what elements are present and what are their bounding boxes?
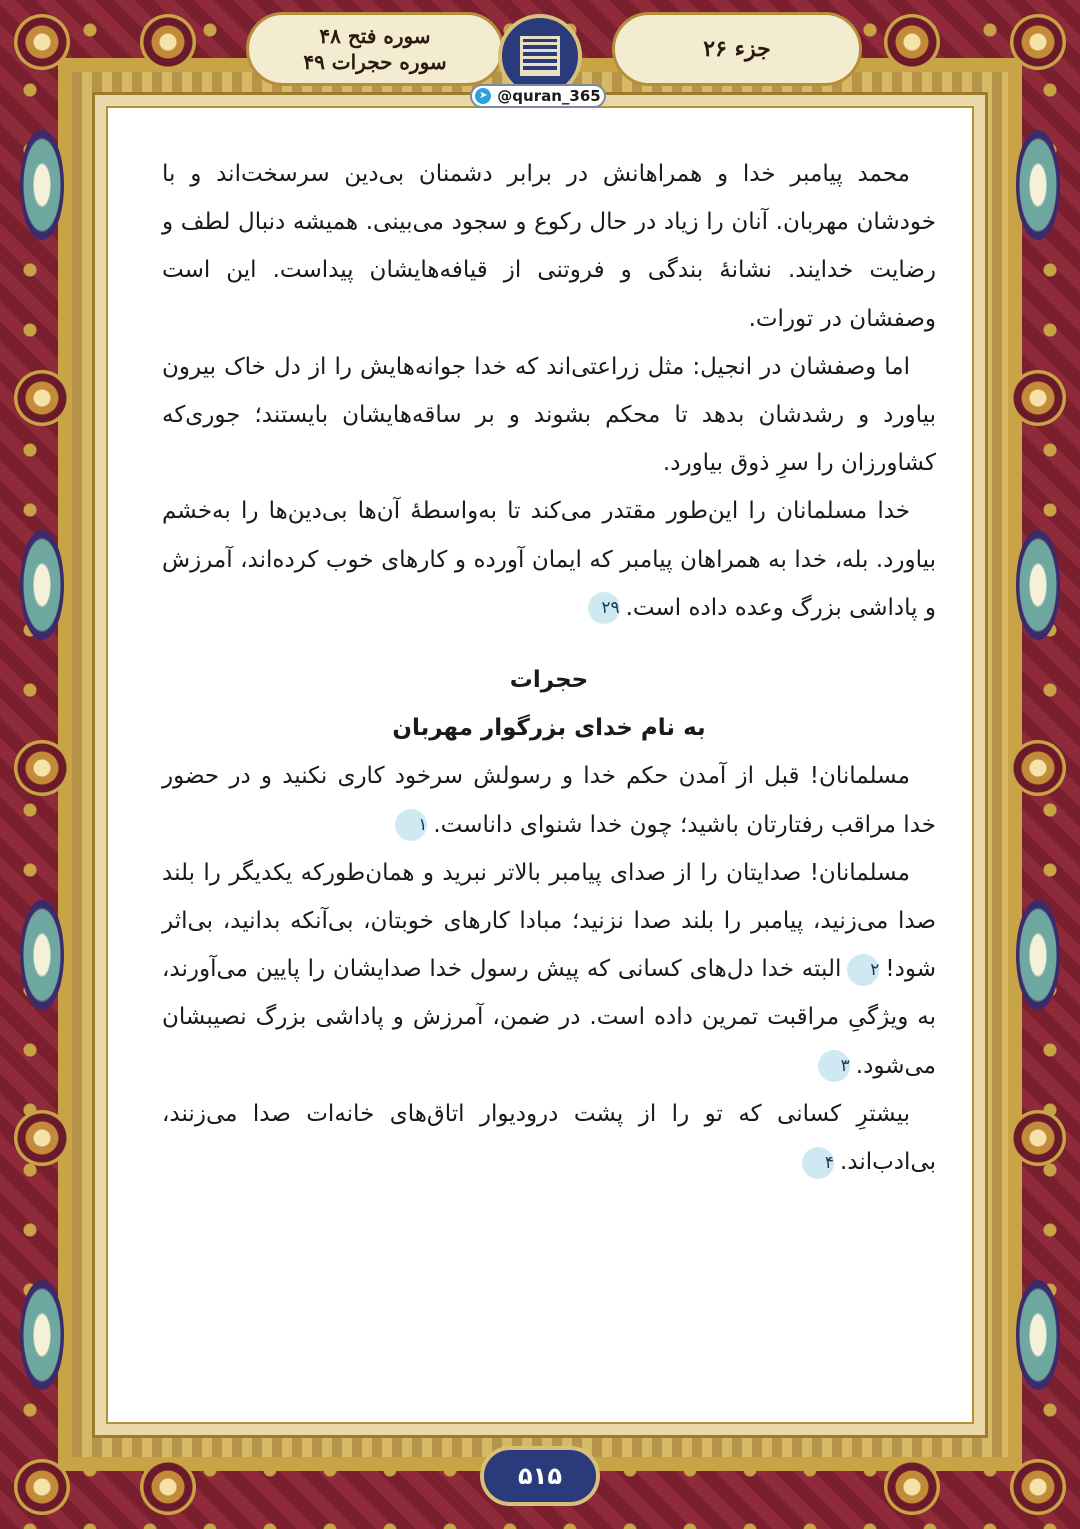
side-ornament-icon xyxy=(20,900,64,1010)
bottom-medallion-icon xyxy=(884,1459,940,1515)
paragraph: خدا مسلمانان را این‌طور مقتدر می‌کند تا به‌واسطهٔ آن‌ها بی‌دین‌ها را به‌خشم بیاورد. بله، خدا به همراهان پیامبر که ایمان آورده و کارهای خوب کرده‌اند، آمرزش و پاداشی بزرگ وعده داده است.۲۹ xyxy=(162,487,936,632)
bottom-medallion-icon xyxy=(140,1459,196,1515)
paragraph: بیشترِ کسانی که تو را از پشت درودیوار اتاق‌های خانه‌ات صدا می‌زنند، بی‌ادب‌اند.۴ xyxy=(162,1090,936,1186)
side-ornament-icon xyxy=(1016,900,1060,1010)
verse-number: ۱ xyxy=(395,809,427,841)
bismillah: به نام خدای بزرگوار مهربان xyxy=(392,715,706,742)
corner-medallion-icon xyxy=(14,14,70,70)
side-ornament-icon xyxy=(1016,130,1060,240)
right-medallion-icon xyxy=(1010,740,1066,796)
top-medallion-icon xyxy=(884,14,940,70)
top-medallion-icon xyxy=(140,14,196,70)
spacer xyxy=(162,632,936,656)
surah-next: سوره حجرات ۴۹ xyxy=(303,50,447,74)
side-ornament-icon xyxy=(20,1280,64,1390)
paragraph: مسلمانان! قبل از آمدن حکم خدا و رسولش سرخود کاری نکنید و در حضور خدا مراقب رفتارتان باشید؛ چون خدا شنوای داناست.۱ xyxy=(162,752,936,848)
side-ornament-icon xyxy=(20,530,64,640)
verse-number: ۲۹ xyxy=(588,592,620,624)
kufic-square-icon xyxy=(520,36,560,76)
side-ornament-icon xyxy=(1016,1280,1060,1390)
side-ornament-icon xyxy=(20,130,64,240)
paragraph: اما وصفشان در انجیل: مثل زراعتی‌اند که خدا جوانه‌هایش را از دل خاک بیرون بیاورد و رشدشان بدهد تا محکم بشوند و بر ساقه‌هایشان بایستند؛ جوری‌که کشاورزان را سرِ ذوق بیاورد. xyxy=(162,353,936,477)
right-medallion-icon xyxy=(1010,1110,1066,1166)
page-number: ۵۱۵ xyxy=(480,1446,600,1506)
translation-text xyxy=(162,150,936,1186)
surah-current: سوره فتح ۴۸ xyxy=(319,24,431,48)
corner-medallion-icon xyxy=(1010,1459,1066,1515)
juz-label: جزء ۲۶ xyxy=(703,36,771,62)
surah-header xyxy=(246,12,504,86)
channel-handle-text: @quran_365 xyxy=(497,87,601,105)
verse-number: ۳ xyxy=(818,1050,850,1082)
right-medallion-icon xyxy=(1010,370,1066,426)
paragraph: مسلمانان! صدایتان را از صدای پیامبر بالاتر نبرید و همان‌طورکه یکدیگر را بلند صدا می‌زنید، پیامبر را بلند صدا نزنید؛ مبادا کارهای خوبتان، بی‌آنکه بدانید، بی‌اثر شود!۲البته خدا دل‌های کسانی که پیش رسول خدا صدایشان را پایین می‌آورند، به ویژگیِ مراقبت تمرین داده است. در ضمن، آمرزش و پاداشی بزرگ نصیبشان می‌شود.۳ xyxy=(162,849,936,1090)
verse-number: ۴ xyxy=(802,1147,834,1179)
surah-title: حجرات xyxy=(509,667,589,694)
channel-handle[interactable] xyxy=(470,84,606,108)
left-medallion-icon xyxy=(14,1110,70,1166)
verse-number: ۲ xyxy=(847,954,879,986)
telegram-icon: ➤ xyxy=(475,88,491,104)
left-medallion-icon xyxy=(14,370,70,426)
side-ornament-icon xyxy=(1016,530,1060,640)
paragraph: محمد پیامبر خدا و همراهانش در برابر دشمنان بی‌دین سرسخت‌اند و با خودشان مهربان. آنان را زیاد در حال رکوع و سجود می‌بینی. همیشه دنبال لطف و رضایت خدایند. نشانهٔ بندگی و فروتنی از قیافه‌هایشان پیداست. این است وصفشان در تورات. xyxy=(162,161,936,332)
corner-medallion-icon xyxy=(1010,14,1066,70)
left-medallion-icon xyxy=(14,740,70,796)
juz-header xyxy=(612,12,862,86)
corner-medallion-icon xyxy=(14,1459,70,1515)
